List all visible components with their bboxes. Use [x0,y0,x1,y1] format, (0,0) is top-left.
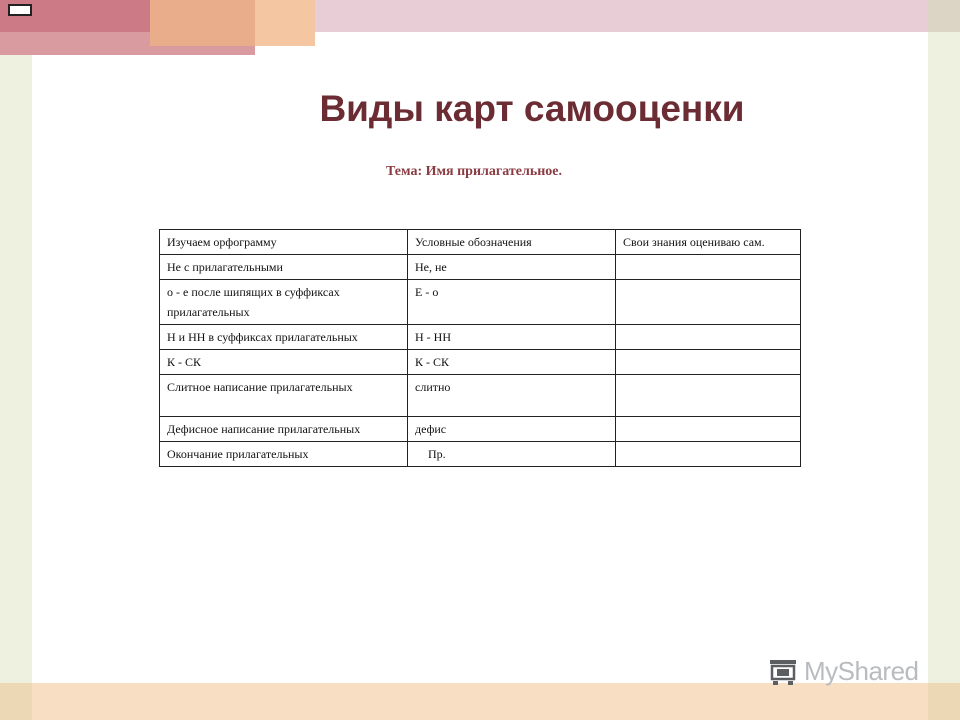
topic-cell: Н и НН в суффиксах прилагательных [160,325,408,350]
symbol-cell: Пр. [408,442,616,467]
table-row [160,280,801,325]
symbol-cell: Не, не [408,255,616,280]
header-cell: Свои знания оцениваю сам. [616,230,801,255]
score-cell[interactable] [616,350,801,375]
topic-cell: Не с прилагательными [160,255,408,280]
topic-cell: Дефисное написание прилагательных [160,417,408,442]
page-title: Виды карт самооценки [319,88,745,129]
self-assessment-table [159,229,801,467]
table-row [160,325,801,350]
myshared-logo [768,656,919,687]
symbol-cell: К - СК [408,350,616,375]
table-row [160,417,801,442]
myshared-logo-icon [768,657,798,687]
symbol-cell: Е - о [408,280,616,325]
score-cell[interactable] [616,375,801,417]
topic-cell: К - СК [160,350,408,375]
frame-bottom-left-corner [0,683,32,720]
table-row [160,255,801,280]
header-cell: Условные обозначения [408,230,616,255]
frame-left-strip [0,0,32,720]
frame-top-right-corner [928,0,960,32]
topic-cell: Окончание прилагательных [160,442,408,467]
score-cell[interactable] [616,255,801,280]
frame-top-orange-dark-block [150,0,255,46]
topic-cell: Слитное написание прилагательных [160,375,408,417]
topic-cell: о - е после шипящих в суффиксах прилагательных [160,280,408,325]
lesson-topic: Тема: Имя прилагательное. [385,164,563,179]
symbol-cell: Н - НН [408,325,616,350]
frame-bottom-right-corner [928,683,960,720]
myshared-logo-text: MyShared [804,656,919,686]
score-cell[interactable] [616,325,801,350]
table-row [160,350,801,375]
score-cell[interactable] [616,442,801,467]
frame-bottom-strip [0,683,960,720]
header-cell: Изучаем орфограмму [160,230,408,255]
table-header-row [160,230,801,255]
table-row [160,375,801,417]
symbol-cell: дефис [408,417,616,442]
symbol-cell: слитно [408,375,616,417]
score-cell[interactable] [616,417,801,442]
score-cell[interactable] [616,280,801,325]
slide-indicator-icon [8,4,32,16]
table-row [160,442,801,467]
